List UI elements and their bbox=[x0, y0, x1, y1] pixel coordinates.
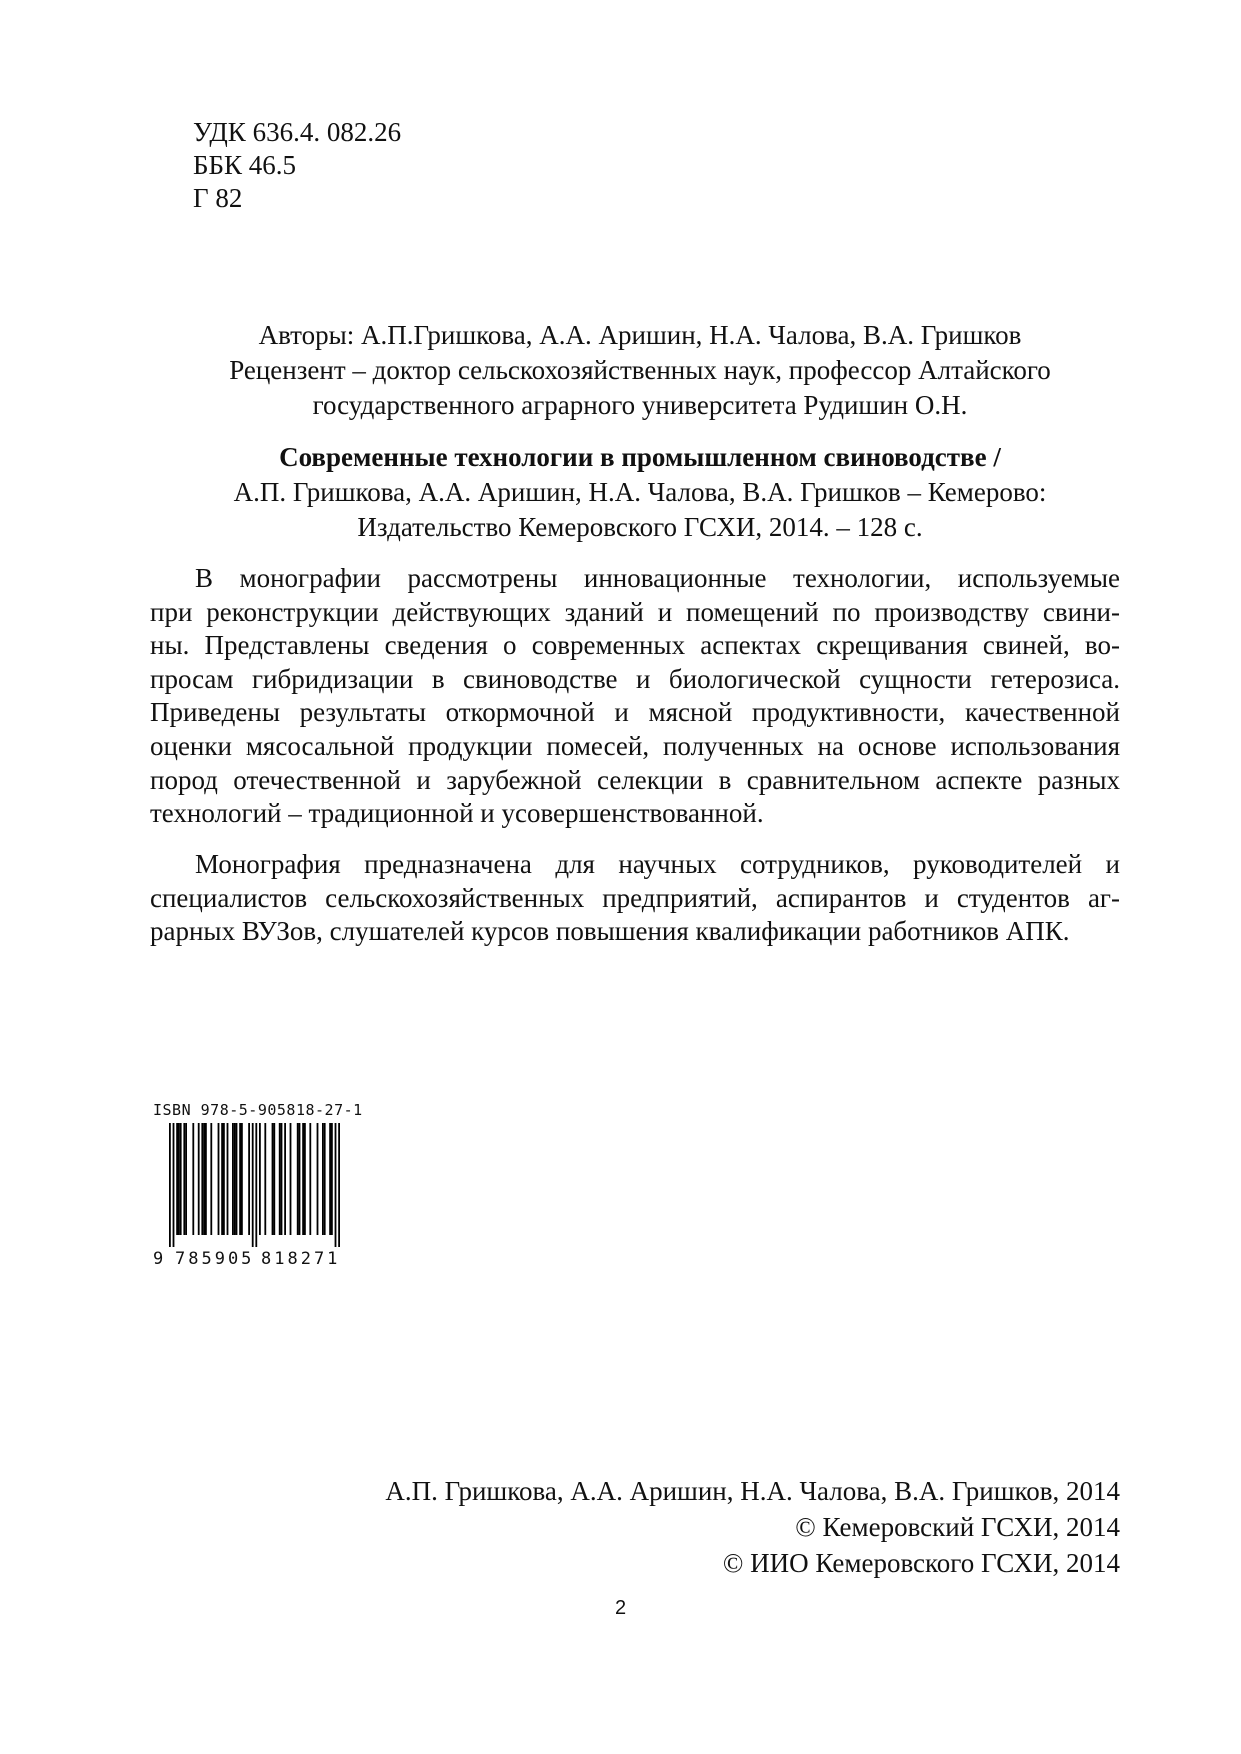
barcode-digits-left: 785905 bbox=[175, 1249, 255, 1269]
barcode-bar bbox=[248, 1123, 250, 1235]
book-title: Современные технологии в промышленном свиноводстве / bbox=[279, 442, 1001, 472]
text-line: просам гибридизации в свиноводстве и биологической сущности гетерозиса. bbox=[150, 663, 1120, 694]
barcode-bar bbox=[324, 1123, 326, 1235]
barcode-guard-bar bbox=[255, 1123, 257, 1247]
page-number: 2 bbox=[614, 1597, 627, 1619]
barcode-bar bbox=[185, 1123, 187, 1235]
isbn-barcode bbox=[153, 1101, 363, 1269]
barcode-bar bbox=[279, 1123, 281, 1235]
barcode-bar bbox=[281, 1123, 283, 1235]
barcode-bar bbox=[317, 1123, 319, 1235]
barcode-bar bbox=[192, 1123, 194, 1235]
text-line: оценки мясосальной продукции помесей, полученных на основе использования bbox=[150, 730, 1120, 761]
barcode-bar bbox=[176, 1123, 178, 1235]
barcode-bar bbox=[236, 1123, 238, 1235]
biblio-authors: А.П. Гришкова, А.А. Аришин, Н.А. Чалова, В.А. Гришков – Кемерово: bbox=[233, 477, 1047, 507]
copyright-institute: © Кемеровский ГСХИ, 2014 bbox=[795, 1512, 1120, 1542]
barcode-bar bbox=[205, 1123, 207, 1235]
text-line: рарных ВУЗов, слушателей курсов повышения квалификации работников АПК. bbox=[150, 916, 1070, 947]
barcode-digits bbox=[153, 1249, 353, 1269]
text-line: технологий – традиционной и усовершенствованной. bbox=[150, 798, 764, 829]
audience-paragraph bbox=[150, 848, 1120, 949]
barcode-digit-first: 9 bbox=[153, 1249, 164, 1269]
text-line: Монография предназначена для научных сотрудников, руководителей и bbox=[195, 849, 1120, 879]
classification-codes bbox=[193, 116, 401, 215]
barcode-guard-bar bbox=[338, 1123, 340, 1247]
barcode-bar bbox=[227, 1123, 229, 1235]
barcode-bar bbox=[302, 1123, 304, 1235]
barcode-bar bbox=[290, 1123, 292, 1235]
text-line: ны. Представлены сведения о современных аспектах скрещивания свиней, во- bbox=[150, 630, 1120, 661]
text-line: специалистов сельскохозяйственных предприятий, аспирантов и студентов аг- bbox=[150, 882, 1120, 913]
barcode-guard-bar bbox=[252, 1123, 254, 1247]
barcode-digits-right: 818271 bbox=[261, 1249, 341, 1269]
barcode-bar bbox=[264, 1123, 266, 1235]
reviewer-line: Рецензент – доктор сельскохозяйственных наук, профессор Алтайского bbox=[229, 355, 1051, 385]
barcode-bar bbox=[259, 1123, 261, 1235]
barcode-bar bbox=[273, 1123, 275, 1235]
barcode-bar bbox=[322, 1123, 324, 1235]
authors-line: Авторы: А.П.Гришкова, А.А. Аришин, Н.А. Чалова, В.А. Гришков bbox=[258, 320, 1022, 350]
bibliographic-record bbox=[150, 440, 1130, 545]
barcode-bar bbox=[183, 1123, 185, 1235]
barcode-bars bbox=[153, 1123, 351, 1249]
credits-block bbox=[150, 318, 1130, 423]
isbn-label: ISBN 978-5-905818-27-1 bbox=[153, 1101, 363, 1119]
barcode-guard-bar bbox=[335, 1123, 337, 1247]
barcode-bar bbox=[223, 1123, 225, 1235]
barcode-bar bbox=[297, 1123, 299, 1235]
barcode-bar bbox=[234, 1123, 236, 1235]
barcode-bar bbox=[232, 1123, 234, 1235]
barcode-bar bbox=[180, 1123, 182, 1235]
barcode-bar bbox=[210, 1123, 212, 1235]
barcode-bar bbox=[331, 1123, 333, 1235]
barcode-guard-bar bbox=[169, 1123, 171, 1247]
abstract-paragraph bbox=[150, 562, 1120, 831]
text-line: при реконструкции действующих зданий и помещений по производству свини- bbox=[150, 596, 1120, 627]
barcode-bar bbox=[239, 1123, 241, 1235]
barcode-bar bbox=[203, 1123, 205, 1235]
text-line: В монографии рассмотрены инновационные технологии, используемые bbox=[195, 563, 1120, 593]
barcode-bar bbox=[241, 1123, 243, 1235]
text-line: пород отечественной и зарубежной селекции в сравнительном аспекте разных bbox=[150, 764, 1120, 795]
barcode-bar bbox=[198, 1123, 200, 1235]
author-mark: Г 82 bbox=[193, 183, 243, 213]
copyright-publisher: © ИИО Кемеровского ГСХИ, 2014 bbox=[722, 1548, 1120, 1578]
barcode-bar bbox=[309, 1123, 311, 1235]
barcode-bar bbox=[284, 1123, 286, 1235]
barcode-bar bbox=[201, 1123, 203, 1235]
biblio-publisher: Издательство Кемеровского ГСХИ, 2014. – 128 с. bbox=[357, 512, 923, 542]
udk-code: УДК 636.4. 082.26 bbox=[193, 117, 402, 147]
barcode-bar bbox=[178, 1123, 180, 1235]
barcode-bar bbox=[329, 1123, 331, 1235]
barcode-bar bbox=[221, 1123, 223, 1235]
barcode-bar bbox=[304, 1123, 306, 1235]
barcode-bar bbox=[218, 1123, 220, 1235]
text-line: Приведены результаты откормочной и мясной продуктивности, качественной bbox=[150, 697, 1120, 728]
barcode-guard-bar bbox=[173, 1123, 175, 1247]
copyright-authors: А.П. Гришкова, А.А. Аришин, Н.А. Чалова, В.А. Гришков, 2014 bbox=[385, 1476, 1120, 1506]
barcode-bar bbox=[299, 1123, 301, 1235]
copyright-block bbox=[385, 1473, 1120, 1581]
barcode-bar bbox=[272, 1123, 274, 1235]
bbk-code: ББК 46.5 bbox=[193, 150, 297, 180]
reviewer-line: государственного аграрного университета Рудишин О.Н. bbox=[312, 390, 968, 420]
